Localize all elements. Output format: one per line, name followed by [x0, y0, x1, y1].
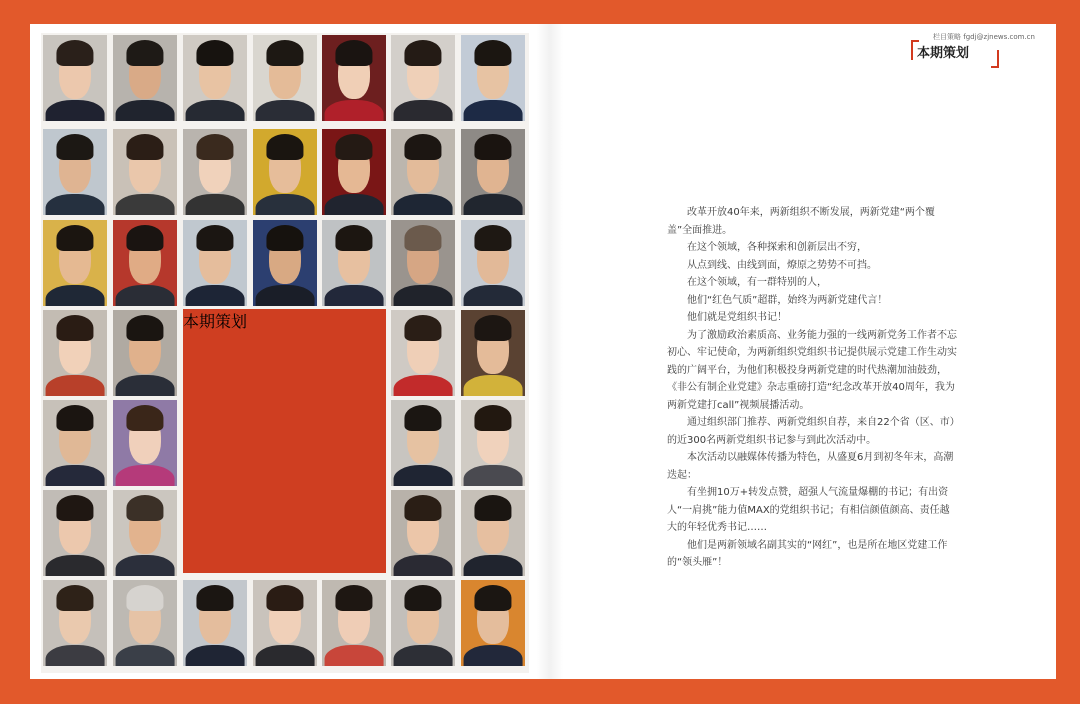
portrait-photo	[183, 35, 247, 121]
portrait-photo	[461, 400, 525, 486]
article-paragraph: 为了激励政治素质高、业务能力强的一线两新党务工作者不忘初心、牢记使命，为两新组织党组织书记提供展示党建工作生动实践的广阔平台，为他们积极投身两新党建的时代热潮加油鼓劲，《非公有制企业党建》杂志重磅打造“纪念改革开放40周年，我为两新党建打call”视频展播活动。	[667, 329, 957, 411]
portrait-photo	[183, 580, 247, 666]
portrait-photo	[391, 129, 455, 215]
portrait-photo	[391, 580, 455, 666]
portrait-photo	[461, 310, 525, 396]
portrait-photo	[43, 129, 107, 215]
section-header	[911, 32, 1039, 70]
portrait-photo	[322, 35, 386, 121]
portrait-photo	[113, 400, 177, 486]
article-paragraph: 从点到线、由线到面，燎原之势势不可挡。	[687, 259, 877, 271]
article-paragraph: 在这个领域，各种探索和创新层出不穷，	[687, 242, 867, 253]
page-fold	[537, 24, 563, 679]
portrait-photo	[391, 220, 455, 306]
article-paragraph: 他们“红色气质”超群，始终为两新党建代言！	[687, 294, 888, 306]
portrait-photo	[183, 129, 247, 215]
article-paragraph: 本次活动以融媒体传播为特色，从盛夏6月到初冬年末，高潮迭起：	[667, 452, 954, 481]
feature-tag: 本期策划	[183, 309, 386, 573]
portrait-photo	[43, 490, 107, 576]
portrait-photo	[113, 129, 177, 215]
portrait-photo	[322, 580, 386, 666]
portrait-photo	[43, 35, 107, 121]
article-paragraph: 改革开放40年来，两新组织不断发展，两新党建“两个覆盖”全面推进。	[667, 207, 935, 236]
portrait-photo	[461, 580, 525, 666]
portrait-photo	[391, 400, 455, 486]
section-label: 本期策划	[917, 46, 970, 61]
portrait-photo	[183, 220, 247, 306]
portrait-photo	[113, 220, 177, 306]
portrait-photo	[391, 490, 455, 576]
article-paragraph: 有坐拥10万+转发点赞，超强人气流量爆棚的书记；有出资人“一肩挑”能力值MAX的党组织书记；有相信颜值颜高、责任越大的年轻优秀书记……	[667, 487, 950, 533]
portrait-photo	[43, 400, 107, 486]
portrait-photo	[461, 220, 525, 306]
portrait-photo	[43, 220, 107, 306]
portrait-photo	[113, 580, 177, 666]
portrait-photo	[391, 35, 455, 121]
portrait-photo	[391, 310, 455, 396]
portrait-photo	[461, 35, 525, 121]
portrait-photo	[322, 220, 386, 306]
portrait-photo	[43, 310, 107, 396]
portrait-photo	[461, 490, 525, 576]
bracket-right-icon	[991, 50, 999, 68]
portrait-photo	[253, 220, 317, 306]
portrait-photo	[253, 580, 317, 666]
portrait-photo	[322, 129, 386, 215]
portrait-photo	[253, 35, 317, 121]
article-body	[667, 204, 957, 572]
article-paragraph: 他们就是党组织书记！	[687, 312, 787, 323]
portrait-photo	[113, 310, 177, 396]
article-paragraph: 通过组织部门推荐、两新党组织自荐，来自22个省（区、市）的近300名两新党组织书记参与到此次活动中。	[667, 417, 955, 446]
portrait-photo	[113, 490, 177, 576]
article-paragraph: 在这个领域，有一群特别的人，	[687, 277, 827, 288]
article-paragraph: 他们是两新领域名副其实的“网红”，也是所在地区党建工作的“领头雁”！	[667, 539, 948, 568]
header-url: 栏目策略 fgdj@zjnews.com.cn	[933, 33, 1035, 41]
portrait-photo	[43, 580, 107, 666]
portrait-photo	[113, 35, 177, 121]
portrait-photo	[461, 129, 525, 215]
portrait-photo	[253, 129, 317, 215]
